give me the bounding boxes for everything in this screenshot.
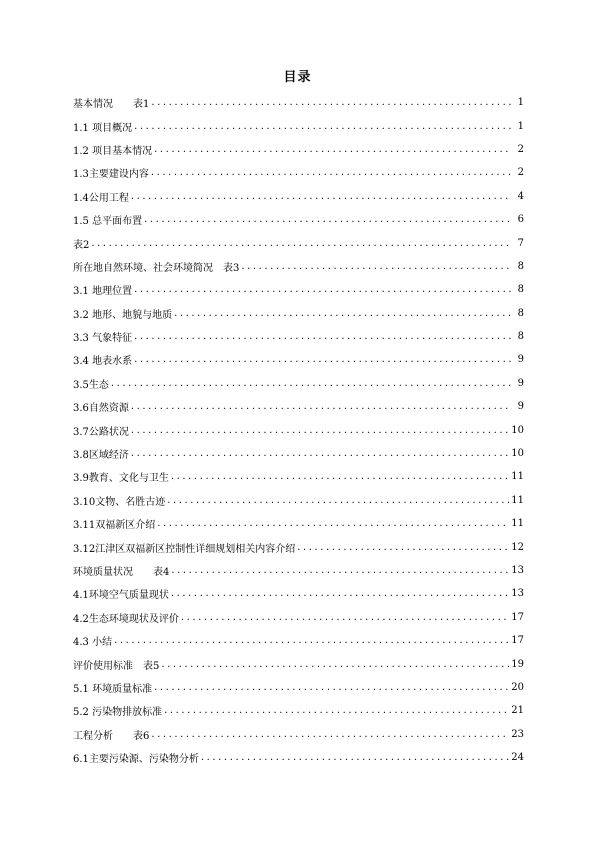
toc-entry-label: 3.4 地表水系 — [73, 356, 133, 368]
toc-dot-leader — [174, 308, 512, 319]
toc-entry[interactable] — [73, 629, 524, 652]
toc-dot-leader — [154, 682, 509, 693]
toc-entry[interactable] — [73, 255, 524, 278]
toc-dot-leader — [114, 635, 509, 646]
toc-entry-page-number: 17 — [511, 635, 524, 647]
toc-dot-leader — [157, 518, 509, 529]
toc-dot-leader — [171, 588, 509, 599]
toc-dot-leader — [134, 354, 512, 365]
toc-entry-page-number: 9 — [517, 354, 524, 366]
toc-entry-page-number: 8 — [517, 331, 524, 343]
toc-entry-label: 基本情况 表1 — [73, 99, 150, 111]
toc-entry-label: 3.6自然资源 — [73, 403, 129, 415]
toc-entry-label: 3.9教育、文化与卫生 — [73, 473, 169, 485]
toc-dot-leader — [201, 752, 509, 763]
toc-entry[interactable] — [73, 723, 524, 746]
toc-entry-label: 1.1 项目概况 — [73, 122, 133, 134]
toc-entry-label: 3.5生态 — [73, 379, 109, 391]
toc-entry[interactable] — [73, 699, 524, 722]
toc-entry[interactable] — [73, 652, 524, 675]
toc-entry-page-number: 8 — [517, 260, 524, 272]
toc-entry-page-number: 12 — [511, 541, 524, 553]
toc-entry-page-number: 13 — [511, 588, 524, 600]
toc-entry[interactable] — [73, 138, 524, 161]
toc-dot-leader — [131, 191, 512, 202]
toc-entry[interactable] — [73, 91, 524, 114]
toc-entry[interactable] — [73, 535, 524, 558]
toc-dot-leader — [151, 729, 509, 740]
toc-entry-page-number: 1 — [517, 120, 524, 132]
toc-entry[interactable] — [73, 606, 524, 629]
toc-entry[interactable] — [73, 185, 524, 208]
toc-entry-page-number: 11 — [511, 494, 524, 506]
toc-dot-leader — [91, 238, 512, 249]
toc-entry[interactable] — [73, 676, 524, 699]
toc-entry[interactable] — [73, 746, 524, 769]
page-title: 目录 — [283, 70, 312, 85]
toc-dot-leader — [171, 565, 509, 576]
toc-entry-label: 3.8区域经济 — [73, 450, 129, 462]
toc-entry-page-number: 23 — [511, 728, 524, 740]
toc-entry-label: 3.1 地理位置 — [73, 286, 133, 298]
toc-entry-label: 4.1环境空气质量现状 — [73, 590, 169, 602]
toc-entry-label: 4.3 小结 — [73, 637, 113, 649]
toc-entry-page-number: 7 — [517, 237, 524, 249]
toc-entry-page-number: 2 — [517, 143, 524, 155]
toc-dot-leader — [131, 401, 512, 412]
toc-entry-label: 工程分析 表6 — [73, 730, 150, 742]
toc-dot-leader — [161, 659, 509, 670]
toc-entry[interactable] — [73, 302, 524, 325]
toc-entry-label: 环境质量状况 表4 — [73, 567, 170, 578]
toc-entry-page-number: 2 — [517, 167, 524, 179]
toc-entry-label: 所在地自然环境、社会环境简况 表3 — [73, 262, 240, 274]
toc-dot-leader — [144, 214, 512, 225]
toc-entry-page-number: 24 — [511, 752, 524, 764]
toc-entry[interactable] — [73, 278, 524, 301]
toc-entry-label: 3.12江津区双福新区控制性详细规划相关内容介绍 — [73, 543, 296, 555]
toc-entry-label: 6.1主要污染源、污染物分析 — [73, 754, 199, 766]
toc-entry-page-number: 20 — [511, 681, 524, 693]
toc-dot-leader — [154, 144, 512, 155]
toc-entry-page-number: 11 — [511, 471, 524, 483]
toc-dot-leader — [131, 448, 509, 459]
toc-dot-leader — [134, 121, 512, 132]
toc-entry[interactable] — [73, 231, 524, 254]
toc-entry-label: 3.7公路状况 — [73, 426, 129, 438]
toc-entry[interactable] — [73, 489, 524, 512]
toc-entry-label: 3.2 地形、地貌与地质 — [73, 309, 173, 321]
toc-entry[interactable] — [73, 442, 524, 465]
toc-dot-leader — [151, 167, 512, 178]
toc-entry-page-number: 6 — [517, 214, 524, 226]
toc-dot-leader — [241, 261, 512, 272]
toc-entry[interactable] — [73, 325, 524, 348]
toc-entry-label: 5.1 环境质量标准 — [73, 683, 153, 695]
toc-entry-label: 3.10文物、名胜古迹 — [73, 496, 166, 508]
toc-entry-page-number: 21 — [511, 705, 524, 717]
toc-entry-label: 1.4公用工程 — [73, 192, 129, 204]
toc-dot-leader — [134, 284, 512, 295]
toc-entry-label: 3.11双福新区介绍 — [73, 520, 156, 532]
toc-entry-page-number: 8 — [517, 284, 524, 296]
toc-entry-page-number: 19 — [511, 658, 524, 670]
table-of-contents — [73, 91, 524, 769]
toc-dot-leader — [131, 425, 509, 436]
toc-entry-label: 1.2 项目基本情况 — [73, 145, 153, 157]
toc-entry-label: 3.3 气象特征 — [73, 333, 133, 345]
toc-entry[interactable] — [73, 114, 524, 137]
toc-entry-label: 表2 — [73, 239, 90, 251]
toc-entry[interactable] — [73, 348, 524, 371]
toc-entry-page-number: 10 — [511, 424, 524, 436]
toc-entry-label: 评价使用标准 表5 — [73, 660, 160, 672]
toc-entry[interactable] — [73, 372, 524, 395]
toc-entry-page-number: 13 — [511, 565, 524, 576]
toc-entry-page-number: 10 — [511, 448, 524, 460]
toc-entry-label: 1.5 总平面布置 — [73, 216, 143, 228]
toc-dot-leader — [111, 378, 512, 389]
toc-entry-label: 1.3主要建设内容 — [73, 169, 149, 181]
toc-entry-page-number: 11 — [511, 518, 524, 530]
toc-dot-leader — [181, 612, 509, 623]
toc-entry-page-number: 1 — [517, 97, 524, 109]
toc-entry[interactable] — [73, 161, 524, 184]
toc-entry-label: 5.2 污染物排放标准 — [73, 707, 163, 719]
toc-entry-page-number: 4 — [517, 190, 524, 202]
toc-entry[interactable] — [73, 395, 524, 418]
toc-entry[interactable] — [73, 465, 524, 488]
toc-entry[interactable] — [73, 512, 524, 535]
toc-entry-page-number: 8 — [517, 307, 524, 319]
toc-dot-leader — [171, 471, 509, 482]
toc-dot-leader — [151, 97, 512, 108]
toc-entry[interactable] — [73, 418, 524, 441]
toc-entry-page-number: 9 — [517, 401, 524, 413]
toc-entry[interactable] — [73, 559, 524, 582]
toc-dot-leader — [167, 495, 509, 506]
toc-entry-label: 4.2生态环境现状及评价 — [73, 613, 179, 625]
toc-entry-page-number: 9 — [517, 377, 524, 389]
toc-entry[interactable] — [73, 208, 524, 231]
toc-entry[interactable] — [73, 582, 524, 605]
toc-dot-leader — [134, 331, 512, 342]
toc-dot-leader — [164, 705, 509, 716]
toc-dot-leader — [297, 542, 509, 553]
toc-entry-page-number: 17 — [511, 611, 524, 623]
